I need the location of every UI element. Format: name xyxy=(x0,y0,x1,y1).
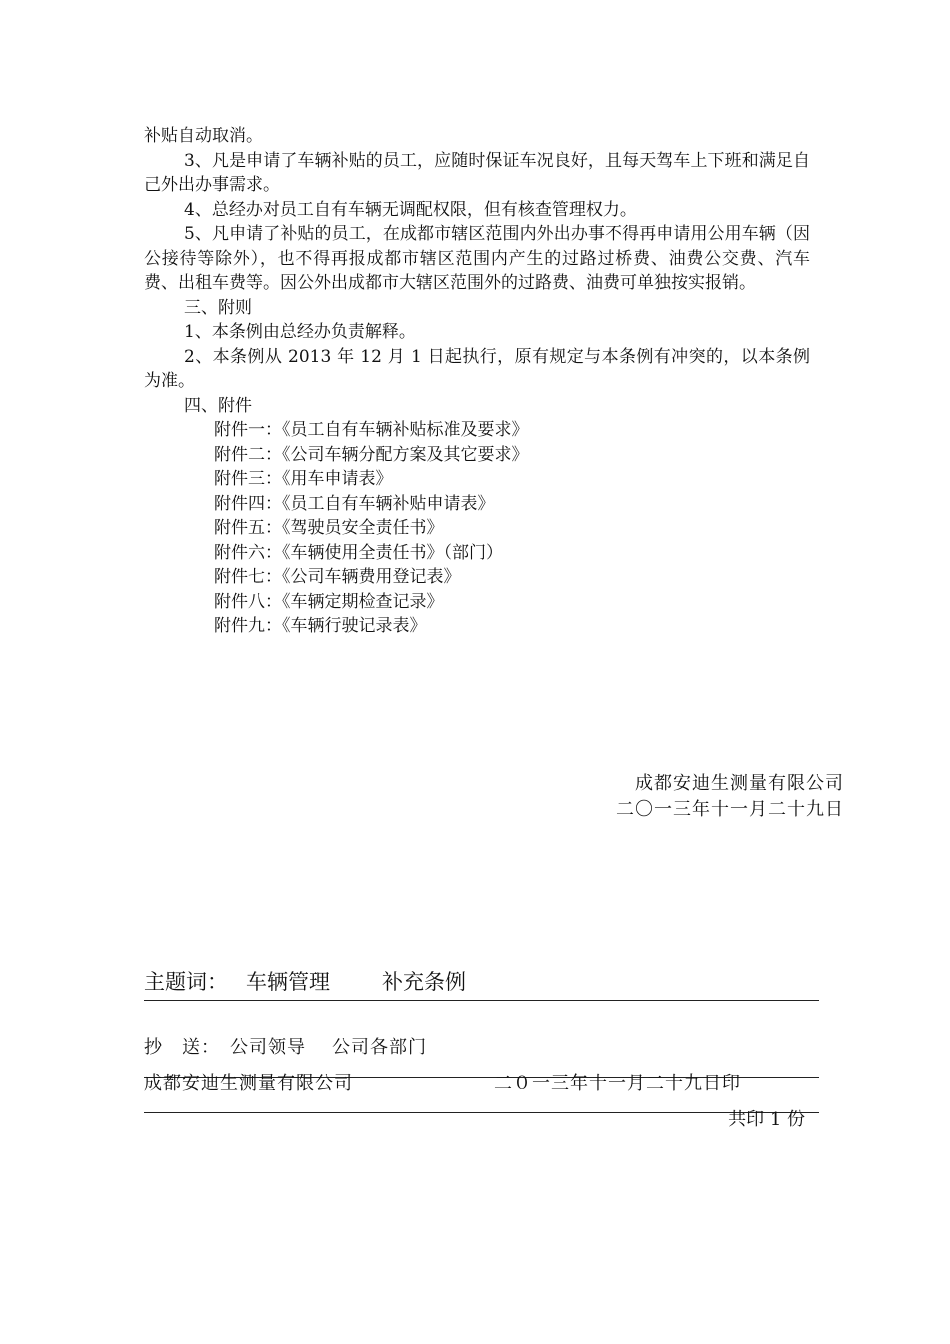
section-heading-supplementary: 三、附则 xyxy=(184,297,252,318)
attachment-item: 附件一：《员工自有车辆补贴标准及要求》 xyxy=(214,420,529,440)
signature-block xyxy=(616,771,844,823)
paragraph-rule-4: 4、总经办对员工自有车辆无调配权限，但有核查管理权力。 xyxy=(184,199,637,220)
section-heading-attachments: 四、附件 xyxy=(184,395,252,416)
subject-keywords xyxy=(144,966,819,996)
attachment-item: 附件五：《驾驶员安全责任书》 xyxy=(214,518,444,538)
attachment-item: 附件七：《公司车辆费用登记表》 xyxy=(214,567,461,587)
issuer-name: 成都安迪生测量有限公司 xyxy=(144,1073,353,1094)
cc-all-departments: 公司各部门 xyxy=(332,1037,427,1058)
carbon-copy-line xyxy=(144,1033,427,1059)
attachment-item: 附件二：《公司车辆分配方案及其它要求》 xyxy=(214,444,529,465)
print-date: 二０一三年十一月二十九日印 xyxy=(494,1073,741,1094)
signature-date: 二〇一三年十一月二十九日 xyxy=(616,799,844,820)
cc-label: 抄 送： xyxy=(144,1037,220,1058)
paragraph-subsidy-cancel: 补贴自动取消。 xyxy=(144,126,263,146)
keyword-supplementary-rules: 补充条例 xyxy=(382,970,466,994)
cc-company-leaders: 公司领导 xyxy=(230,1037,306,1058)
paragraph-supplementary-2: 2、本条例从 2013 年 12 月 1 日起执行，原有规定与本条例有冲突的，以本条例为准。 xyxy=(144,346,810,391)
attachment-item: 附件九：《车辆行驶记录表》 xyxy=(214,616,427,636)
document-body xyxy=(144,124,810,639)
paragraph-rule-5: 5、凡申请了补贴的员工，在成都市辖区范围内外出办事不得再申请用公用车辆（因公接待等除外），也不得再报成都市辖区范围内产生的过路过桥费、油费公交费、汽车费、出租车费等。因公外出成都市大辖区范围外的过路费、油费可单独按实报销。 xyxy=(144,224,810,293)
attachment-item: 附件四：《员工自有车辆补贴申请表》 xyxy=(214,493,495,514)
keyword-vehicle-management: 车辆管理 xyxy=(246,970,330,994)
attachment-item: 附件三：《用车申请表》 xyxy=(214,469,393,489)
keywords-divider xyxy=(144,1000,819,1001)
paragraph-supplementary-1: 1、本条例由总经办负责解释。 xyxy=(184,322,416,342)
keywords-label: 主题词： xyxy=(144,970,228,994)
issuer-divider xyxy=(144,1112,819,1113)
paragraph-rule-3: 3、凡是申请了车辆补贴的员工，应随时保证车况良好，且每天驾车上下班和满足自己外出办事需求。 xyxy=(144,150,810,195)
signature-company: 成都安迪生测量有限公司 xyxy=(635,773,844,794)
attachment-item: 附件八：《车辆定期检查记录》 xyxy=(214,591,444,612)
attachment-item: 附件六：《车辆使用全责任书》（部门） xyxy=(214,542,503,563)
attachment-list xyxy=(144,418,810,639)
copies-count: 共印 1 份 xyxy=(728,1109,805,1130)
